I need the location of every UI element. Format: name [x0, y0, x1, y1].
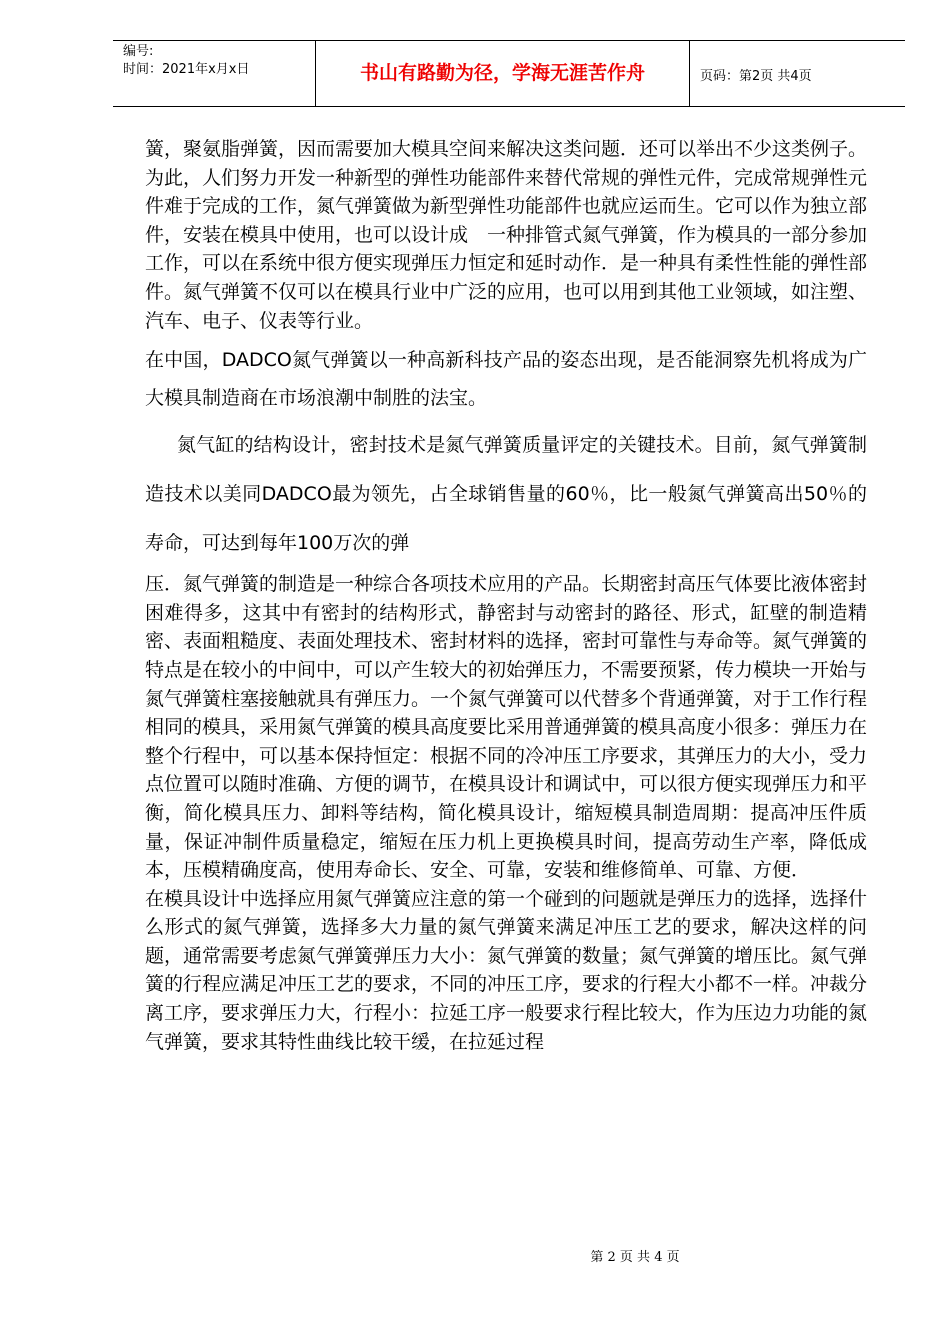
- paragraph-1: 簧，聚氨脂弹簧，因而需要加大模具空间来解决这类问题．还可以举出不少这类例子。为此，人们努力开发一种新型的弹性功能部件来替代常规的弹性元件，完成常规弹性元件难于完成的工作，氮气弹簧做为新型弹性功能部件也就应运而生。它可以作为独立部件，安装在模具中使用，也可以设计成 一种排管式氮气弹簧，作为模具的一部分参加工作，可以在系统中很方便实现弹压力恒定和延时动作．是一种具有柔性性能的弹性部件。氮气弹簧不仅可以在模具行业中广泛的应用，也可以用到其他工业领域，如注塑、汽车、电子、仪表等行业。: [145, 138, 868, 332]
- time-label: 时间：2021年x月x日: [123, 62, 250, 77]
- header-page-info: 页码：第2页 共4页: [700, 69, 812, 84]
- paragraph-3: 氮气缸的结构设计，密封技术是氮气弹簧质量评定的关键技术。目前，氮气弹簧制造技术以美同DADCO最为领先，占全球销售量的60％，比一般氮气弹簧高出50％的寿命，可达到每年100万次的弹: [145, 434, 867, 555]
- header-motto-cell: [316, 41, 690, 106]
- paragraph-5: 在模具设计中选择应用氮气弹簧应注意的第一个碰到的问题就是弹压力的选择，选择什么形式的氮气弹簧，选择多大力量的氮气弹簧来满足冲压工艺的要求，解决这样的问题，通常需要考虑氮气弹簧弹压力大小：氮气弹簧的数量；氮气弹簧的增压比。氮气弹簧的行程应满足冲压工艺的要求，不同的冲压工序，要求的行程大小都不一样。冲裁分离工序，要求弹压力大，行程小：拉延工序一般要求行程比较大，作为压边力功能的氮气弹簧，要求其特性曲线比较干缓，在拉延过程: [145, 887, 868, 1053]
- document-body: [145, 135, 867, 1056]
- paragraph-4: 压．氮气弹簧的制造是一种综合各项技术应用的产品。长期密封高压气体要比液体密封困难得多，这其中有密封的结构形式，静密封与动密封的路径、形式，缸壁的制造精密、表面粗糙度、表面处理技术、密封材料的选择，密封可靠性与寿命等。氮气弹簧的特点是在较小的中间中，可以产生较大的初始弹压力，不需要预紧，传力模块一开始与氮气弹簧柱塞接触就具有弹压力。一个氮气弹簧可以代替多个背通弹簧，对于工作行程相同的模具，采用氮气弹簧的模具高度要比采用普通弹簧的模具高度小很多：弹压力在整个行程中，可以基本保持恒定：根据不同的冷冲压工序要求，其弹压力的大小，受力点位置可以随时准确、方便的调节，在模具设计和调试中，可以很方便实现弹压力和平衡，简化模具压力、卸料等结构，简化模具设计，缩短模具制造周期：提高冲压件质量，保证冲制件质量稳定，缩短在压力机上更换模具时间，提高劳动生产率，降低成本，压模精确度高，使用寿命长、安全、可靠，安装和维修简单、可靠、方便．: [145, 573, 868, 882]
- paragraph-2: 在中国，DADCO氮气弹簧以一种高新科技产品的姿态出现，是否能洞察先机将成为广大模具制造商在市场浪潮中制胜的法宝。: [145, 349, 867, 410]
- header-page-cell: [690, 41, 905, 106]
- header-meta-cell: [113, 41, 316, 106]
- page-header: [113, 40, 905, 107]
- page-footer: 第 2 页 共 4 页: [590, 1250, 680, 1265]
- doc-number-label: 编号:: [123, 44, 154, 59]
- header-motto: 书山有路勤为径，学海无涯苦作舟: [359, 62, 645, 84]
